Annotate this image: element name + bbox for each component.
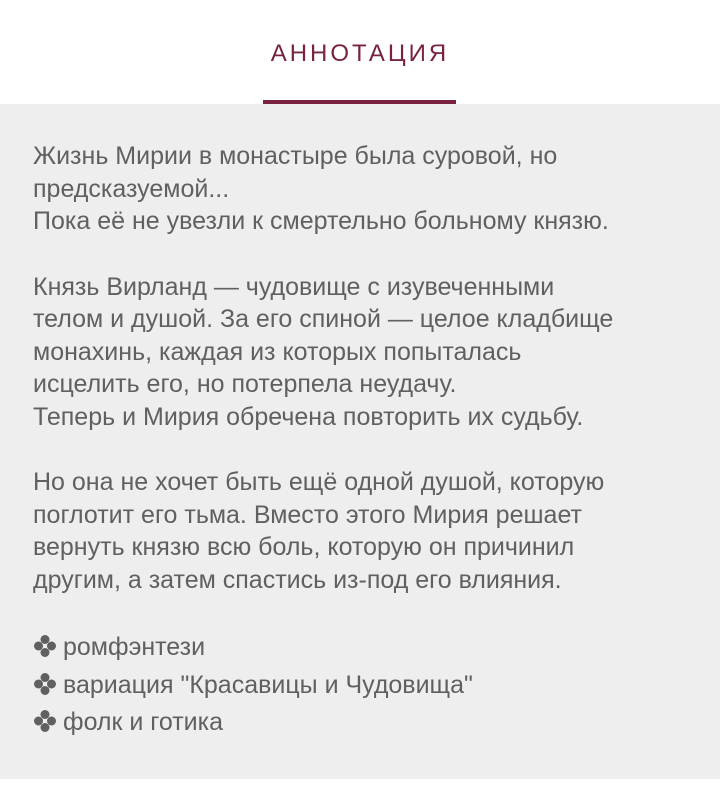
panel-bottom-edge <box>0 779 720 785</box>
paragraph <box>33 271 703 434</box>
four-petal-flower-icon <box>33 672 57 696</box>
paragraph <box>33 140 703 238</box>
text-line: Князь Вирланд — чудовище с изувеченными <box>33 272 555 301</box>
text-line: монахинь, каждая из которых попыталась <box>33 337 522 366</box>
text-line: предсказуемой... <box>33 174 230 203</box>
tag-item <box>33 667 703 705</box>
text-line: Пока её не увезли к смертельно больному князю. <box>33 207 609 235</box>
tag-label: фолк и готика <box>63 708 224 736</box>
tab-annotation[interactable]: АННОТАЦИЯ <box>270 40 450 67</box>
text-line: Жизнь Мирии в монастыре была суровой, но <box>33 142 558 170</box>
text-line: Теперь и Мирия обречена повторить их судьбу. <box>33 402 584 431</box>
text-line: Но она не хочет быть ещё одной душой, которую <box>33 468 605 496</box>
text-line: телом и душой. За его спиной — целое кладбище <box>33 305 614 333</box>
paragraph <box>33 466 703 596</box>
text-line: исцелить его, но потерпела неудачу. <box>33 370 457 398</box>
tag-label: ромфэнтези <box>63 633 206 661</box>
four-petal-flower-icon <box>33 709 57 733</box>
four-petal-flower-icon <box>33 634 57 658</box>
annotation-text <box>33 140 703 742</box>
header <box>0 0 720 104</box>
text-line: другим, а затем спастись из-под его влияния. <box>33 565 562 594</box>
tag-item <box>33 629 703 667</box>
tag-label: вариация "Красавицы и Чудовища" <box>63 670 473 699</box>
tag-item <box>33 704 703 742</box>
text-line: поглотит его тьма. Вместо этого Мирия решает <box>33 500 582 529</box>
text-line: вернуть князю всю боль, которую он причинил <box>33 533 575 561</box>
tag-list <box>33 629 703 742</box>
